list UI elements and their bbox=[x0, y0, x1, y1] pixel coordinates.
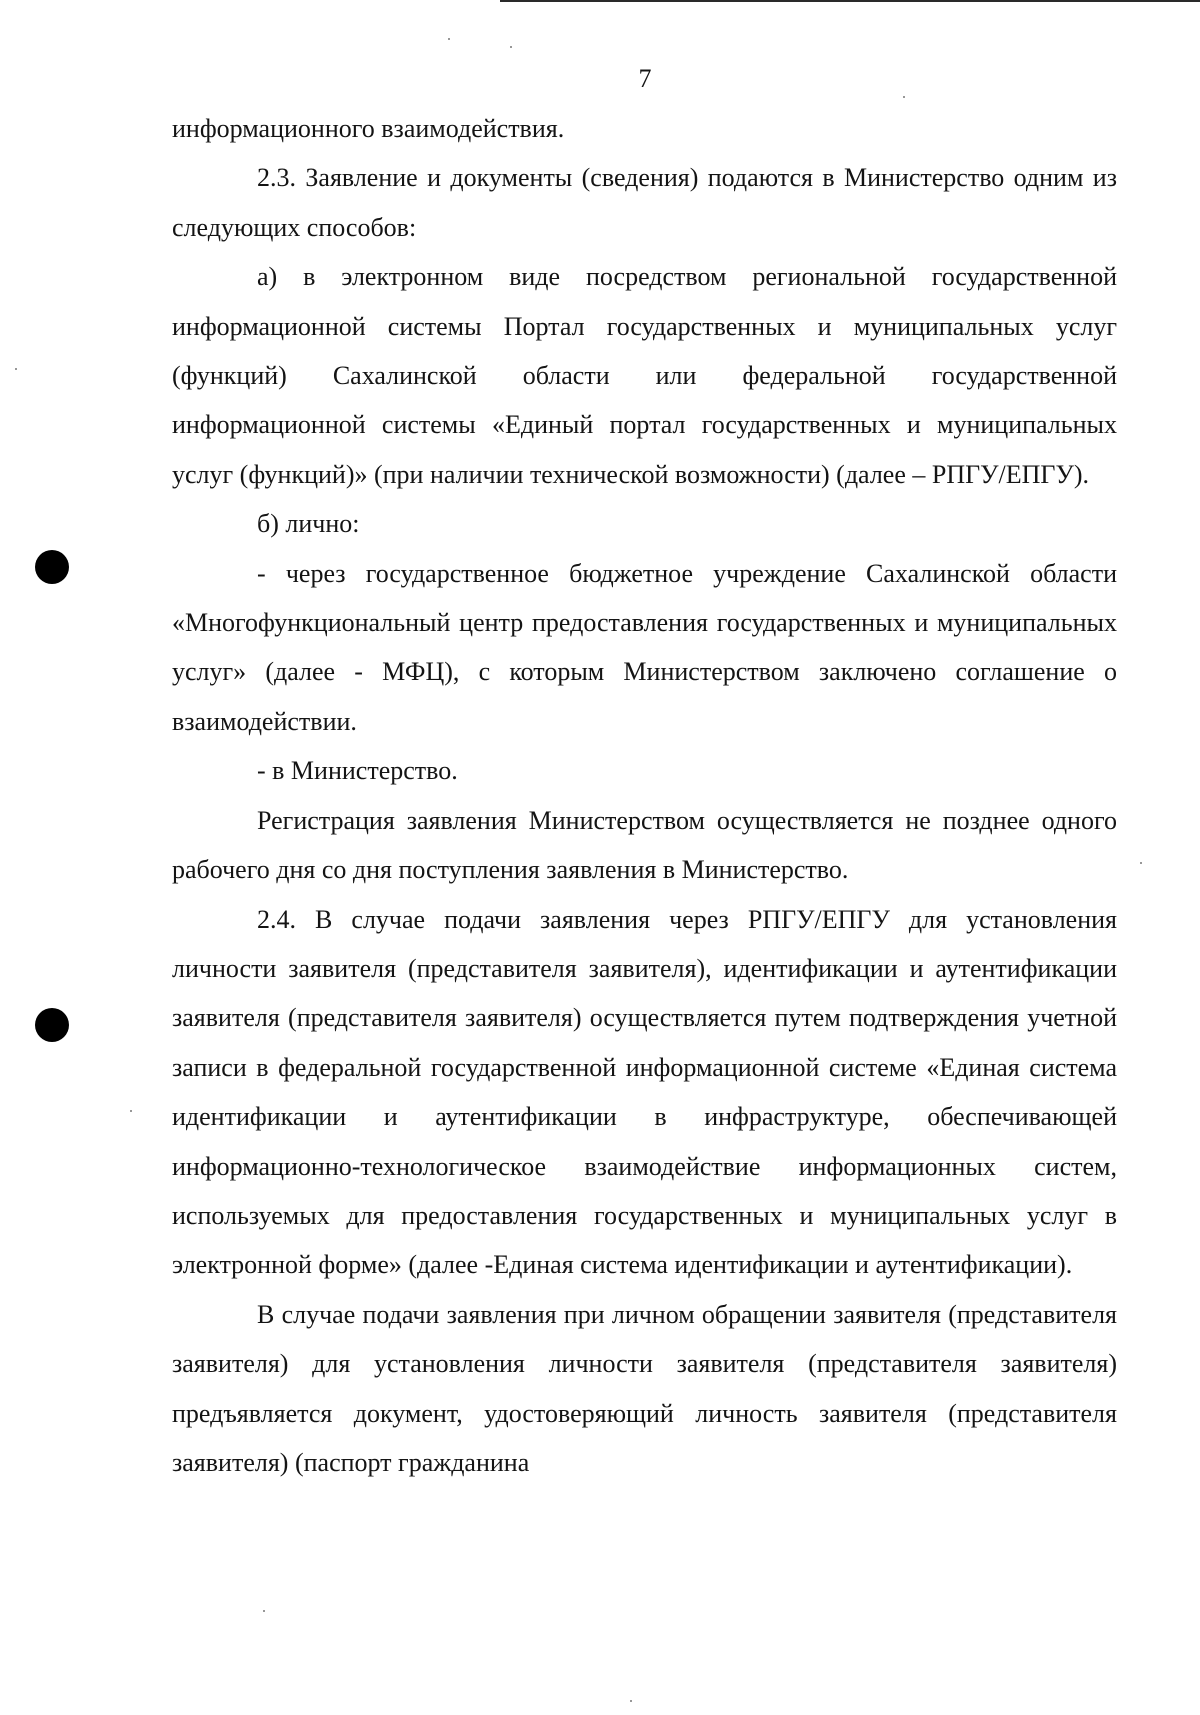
document-body bbox=[172, 104, 1117, 1487]
scan-speck bbox=[15, 368, 17, 370]
scan-speck bbox=[630, 1700, 632, 1702]
scan-speck bbox=[263, 1610, 265, 1612]
paragraph: В случае подачи заявления при личном обращении заявителя (представителя заявителя) для установления личности заявителя (представителя заявителя) предъявляется документ, удостоверяющий личность заявителя (представителя заявителя) (паспорт гражданина bbox=[172, 1299, 1117, 1477]
paragraph: - в Министерство. bbox=[257, 756, 458, 786]
scan-speck bbox=[130, 1110, 132, 1112]
paragraph: - через государственное бюджетное учреждение Сахалинской области «Многофункциональный центр предоставления государственных и муниципальных услуг» (далее - МФЦ), с которым Министерством заключено соглашение о взаимодействии. bbox=[172, 558, 1117, 736]
paragraph: 2.4. В случае подачи заявления через РПГУ/ЕПГУ для установления личности заявителя (представителя заявителя), идентификации и аутентификации заявителя (представителя заявителя) осуществляется путем подтверждения учетной записи в федеральной государственной информационной системе «Единая система идентификации и аутентификации в инфраструктуре, обеспечивающей информационно-технологическое взаимодействие информационных систем, используемых для предоставления государственных и муниципальных услуг в электронной форме» (далее -Единая система идентификации и аутентификации). bbox=[172, 904, 1117, 1280]
paragraph: Регистрация заявления Министерством осуществляется не позднее одного рабочего дня со дня поступления заявления в Министерство. bbox=[172, 805, 1117, 885]
scan-speck bbox=[903, 96, 905, 98]
punch-hole bbox=[35, 1008, 69, 1042]
scan-speck bbox=[1140, 862, 1142, 864]
scan-speck bbox=[510, 46, 512, 48]
scan-speck bbox=[448, 38, 450, 40]
paragraph: 2.3. Заявление и документы (сведения) подаются в Министерство одним из следующих способов: bbox=[172, 163, 1117, 242]
top-rule bbox=[500, 0, 1200, 2]
page-number: 7 bbox=[638, 64, 652, 93]
punch-hole bbox=[35, 550, 69, 584]
paragraph: информационного взаимодействия. bbox=[172, 114, 565, 143]
paragraph: а) в электронном виде посредством региональной государственной информационной системы Портал государственных и муниципальных услуг (функций) Сахалинской области или федеральной государственной информационной системы «Единый портал государственных и муниципальных услуг (функций)» (при наличии технической возможности) (далее – РПГУ/ЕПГУ). bbox=[172, 262, 1117, 489]
paragraph: б) лично: bbox=[257, 509, 360, 539]
